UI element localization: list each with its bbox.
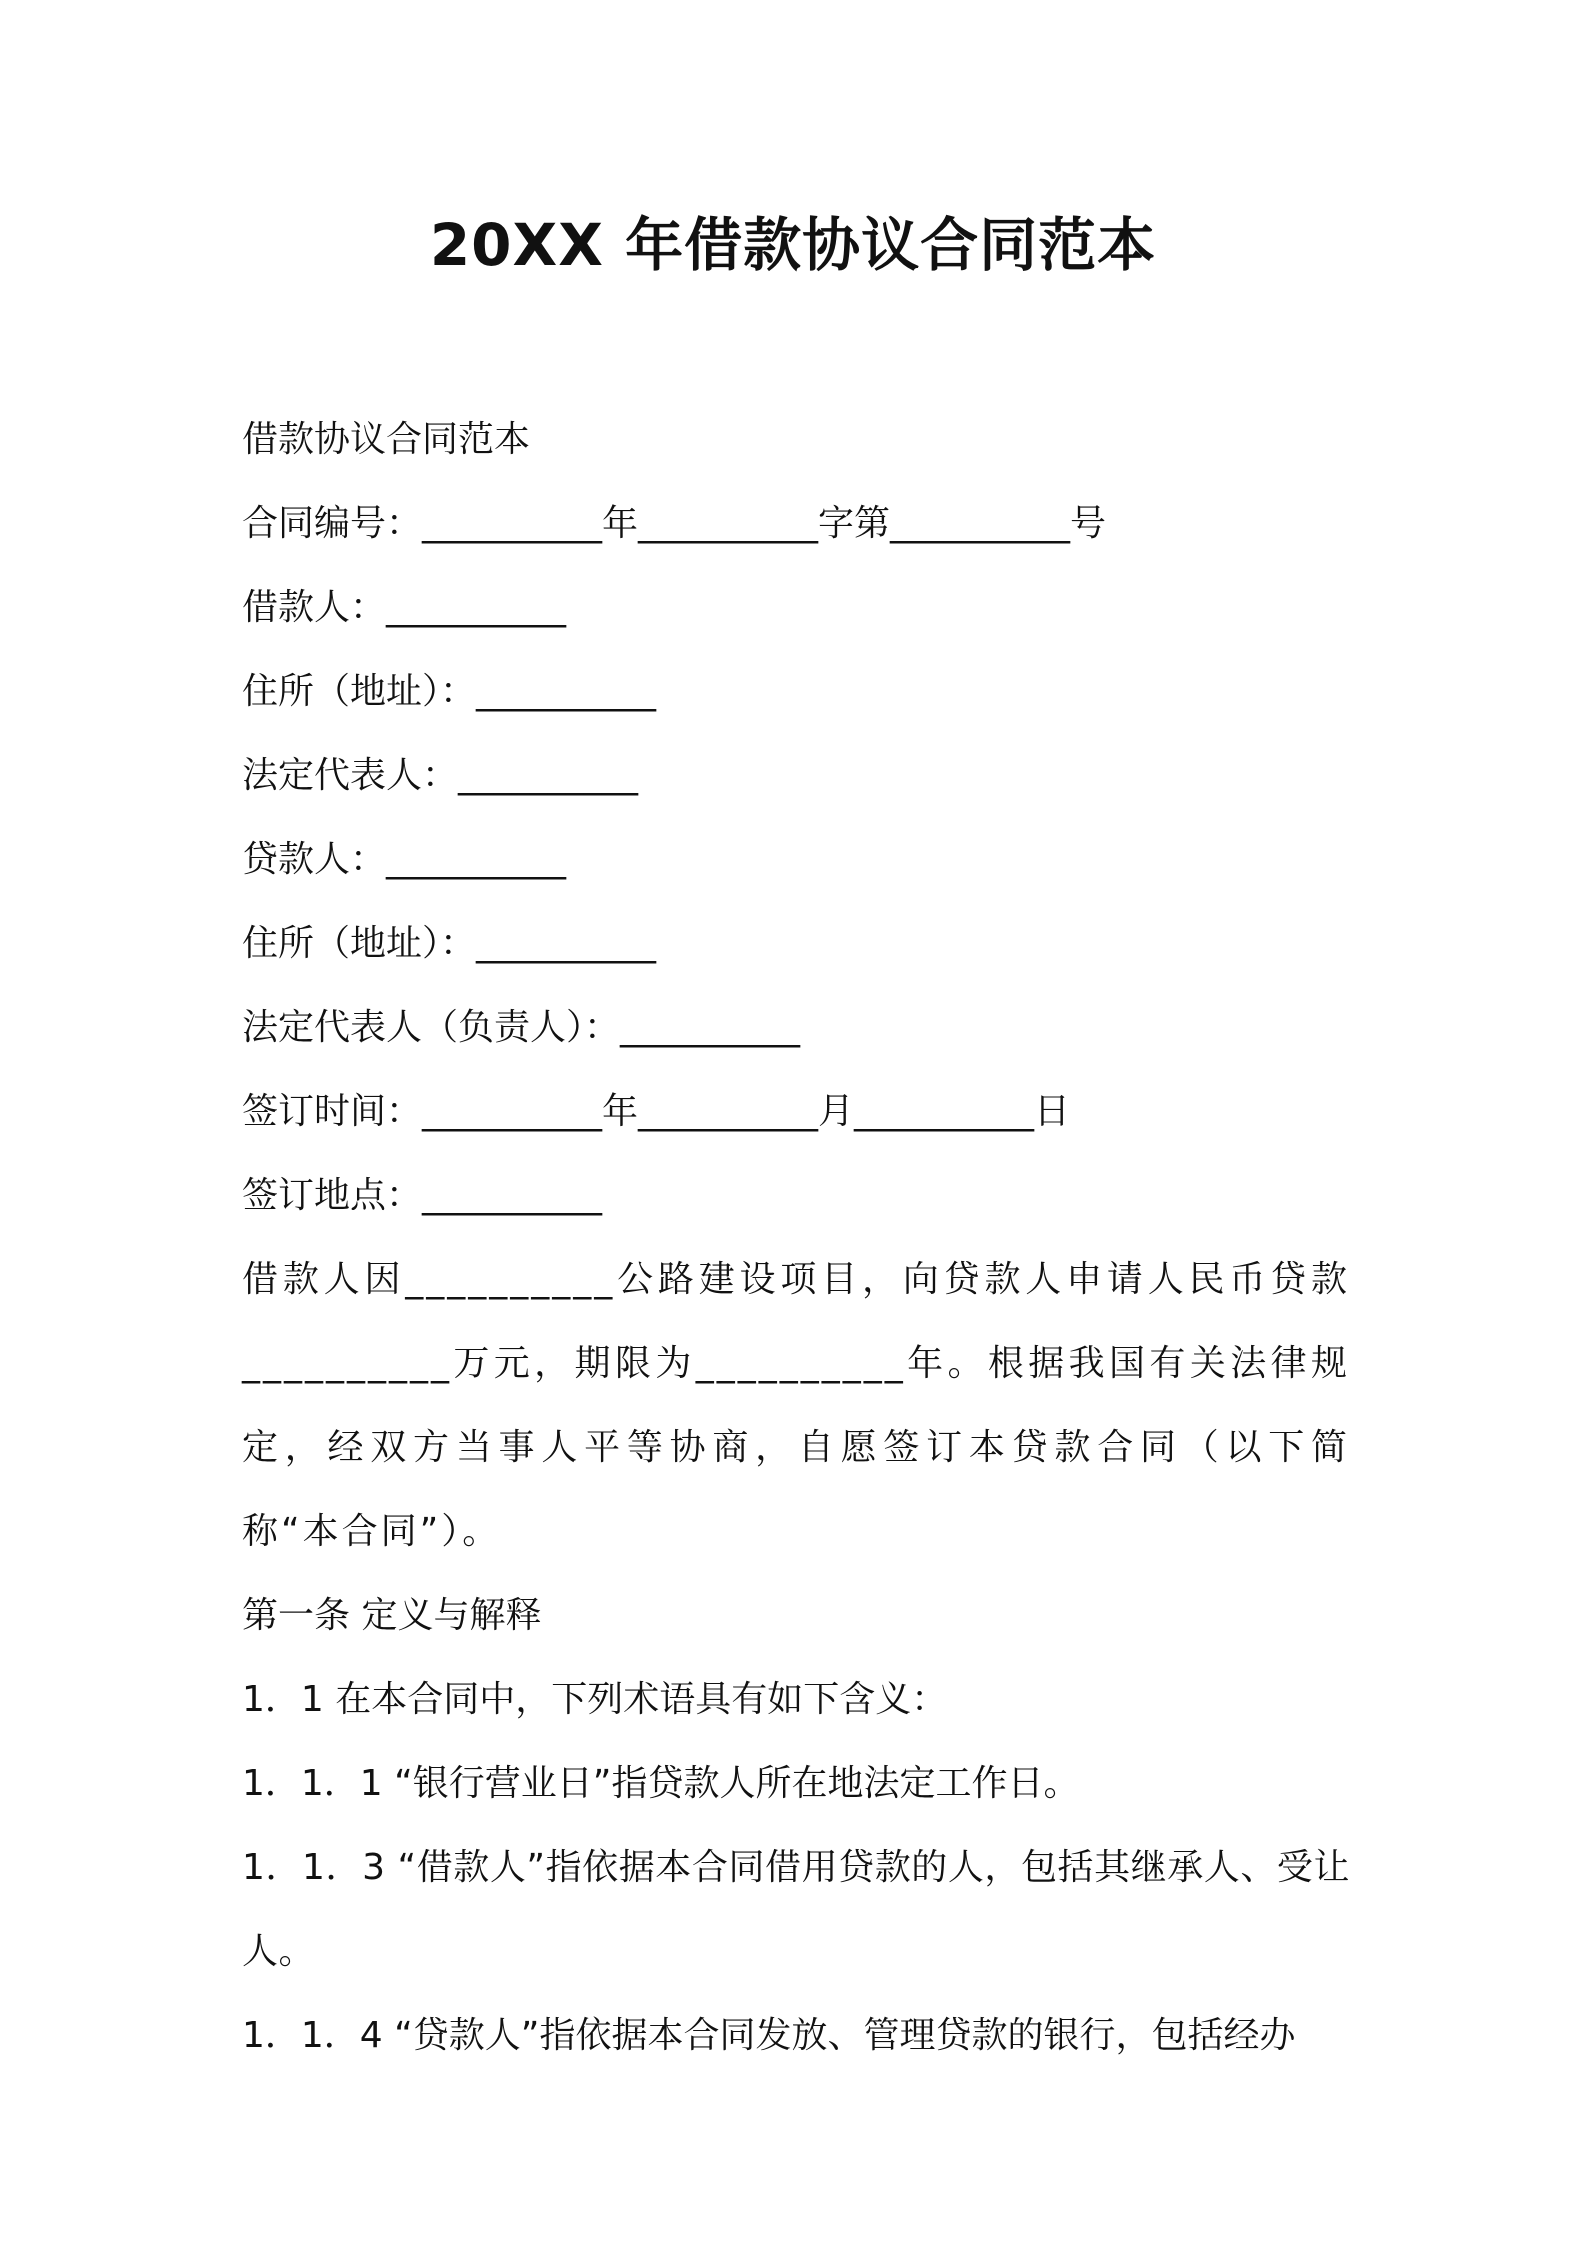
clause-1-1: 1．1 在本合同中，下列术语具有如下含义：: [242, 1679, 948, 1720]
subtitle: 借款协议合同范本: [242, 419, 531, 460]
contract-number-line: 合同编号：__________年__________字第__________号: [242, 503, 1107, 544]
lender-representative-line: 法定代表人（负责人）：__________: [242, 1007, 801, 1048]
signing-place-line: 签订地点：__________: [242, 1175, 603, 1216]
borrower-address-line: 住所（地址）：__________: [242, 671, 657, 712]
clause-1-1-1: 1．1．1 “银行营业日”指贷款人所在地法定工作日。: [242, 1763, 1080, 1804]
clause-1-1-3: 1．1．3 “借款人”指依据本合同借用贷款的人，包括其继承人、受让人。: [242, 1847, 1350, 1972]
clause-1-1-4: 1．1．4 “贷款人”指依据本合同发放、管理贷款的银行，包括经办: [242, 2015, 1296, 2056]
borrower-line: 借款人：__________: [242, 587, 567, 628]
intro-paragraph: 借款人因__________公路建设项目，向贷款人申请人民币贷款__________万元，期限为__________年。根据我国有关法律规定，经双方当事人平等协商，自愿签订本贷款合同（以下简称“本合同”）。: [242, 1259, 1350, 1552]
lender-address-line: 住所（地址）：__________: [242, 923, 657, 964]
document-body: [242, 398, 1350, 2078]
article-1-heading: 第一条 定义与解释: [242, 1595, 542, 1636]
borrower-representative-line: 法定代表人：__________: [242, 755, 639, 796]
lender-line: 贷款人：__________: [242, 839, 567, 880]
signing-time-line: 签订时间：__________年__________月__________日: [242, 1091, 1071, 1132]
document-title: 20XX 年借款协议合同范本: [429, 211, 1157, 279]
